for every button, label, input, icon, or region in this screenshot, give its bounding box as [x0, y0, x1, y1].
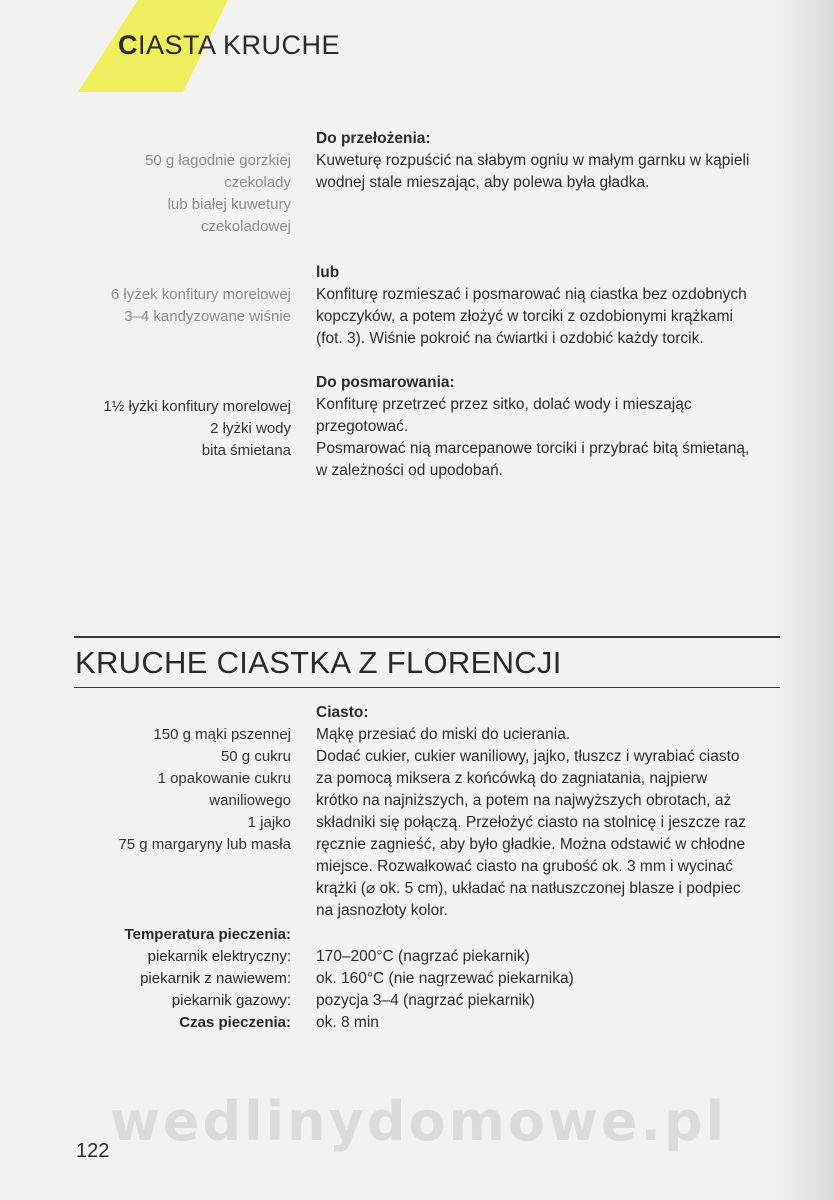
instruction-line: przegotować.: [316, 418, 409, 435]
instruction-line: Mąkę przesiać do miski do ucierania.: [316, 726, 571, 743]
section1-instructions: [316, 128, 786, 194]
ingredient-line: 1½ łyżki konfitury morelowej: [103, 398, 291, 415]
gas-oven-label: piekarnik gazowy:: [171, 992, 291, 1009]
chapter-title-rest: IASTA KRUCHE: [138, 30, 341, 60]
gas-oven-value: pozycja 3–4 (nagrzać piekarnik): [316, 992, 535, 1009]
instruction-line: za pomocą miksera z końcówką do zagniatania, najpierw: [316, 770, 708, 787]
ingredient-line: 50 g łagodnie gorzkiej: [145, 152, 291, 169]
ingredient-line: 3–4 kandyzowane wiśnie: [124, 308, 291, 325]
chapter-title: [118, 30, 340, 61]
bottom-rule: [74, 687, 780, 688]
section2-instructions: [316, 262, 786, 350]
section3-ingredients: [103, 396, 291, 462]
baking-time-value: ok. 8 min: [316, 1014, 379, 1031]
recipe-title: KRUCHE CIASTKA Z FLORENCJI: [75, 645, 562, 680]
fan-oven-value: ok. 160°C (nie nagrzewać piekarnika): [316, 970, 574, 987]
section2-ingredients: [111, 284, 291, 328]
watermark: wedlinydomowe.pl: [110, 1090, 728, 1153]
baking-values: [316, 946, 786, 1034]
section-heading: Do posmarowania:: [316, 374, 455, 391]
section3-instructions: [316, 372, 786, 482]
ingredient-line: 1 opakowanie cukru: [157, 770, 291, 787]
section-heading: lub: [316, 264, 340, 281]
instruction-line: kopczyków, a potem złożyć w torciki z ozdobionymi krążkami: [316, 308, 733, 325]
instruction-line: Posmarować nią marcepanowe torciki i przybrać bitą śmietaną,: [316, 440, 750, 457]
ingredient-line: bita śmietana: [201, 442, 291, 459]
instruction-line: wodnej stale mieszając, aby polewa była gładka.: [316, 174, 650, 191]
instruction-line: krążki (⌀ ok. 5 cm), układać na natłuszczonej blasze i podpiec: [316, 880, 741, 897]
recipe-ingredients: [118, 724, 291, 856]
section1-ingredients: [145, 150, 291, 238]
ingredient-line: 2 łyżki wody: [210, 420, 291, 437]
electric-oven-value: 170–200°C (nagrzać piekarnik): [316, 948, 530, 965]
ingredient-line: 50 g cukru: [220, 748, 291, 765]
ingredient-line: waniliowego: [209, 792, 291, 809]
instruction-line: składniki się połączą. Przełożyć ciasto na stolnicę i jeszcze raz: [316, 814, 746, 831]
ingredient-line: 6 łyżek konfitury morelowej: [110, 286, 291, 303]
ingredient-line: 1 jajko: [247, 814, 291, 831]
instruction-line: ręcznie zagnieść, aby było gładkie. Można odstawić w chłodne: [316, 836, 746, 853]
baking-labels: [125, 924, 291, 1034]
instruction-line: Kuweturę rozpuścić na słabym ogniu w małym garnku w kąpieli: [316, 152, 750, 169]
instruction-line: na jasnozłoty kolor.: [316, 902, 448, 919]
instruction-line: miejsce. Rozwałkować ciasto na grubość ok. 3 mm i wycinać: [316, 858, 733, 875]
instruction-line: Dodać cukier, cukier waniliowy, jajko, tłuszcz i wyrabiać ciasto: [316, 748, 740, 765]
ingredient-line: 75 g margaryny lub masła: [118, 836, 291, 853]
recipe-instructions: [316, 702, 786, 922]
section-heading: Do przełożenia:: [316, 130, 431, 147]
top-rule: [74, 636, 780, 638]
fan-oven-label: piekarnik z nawiewem:: [140, 970, 291, 987]
ingredient-line: czekoladowej: [200, 218, 291, 235]
instruction-line: Konfiturę rozmieszać i posmarować nią ciastka bez ozdobnych: [316, 286, 747, 303]
temperature-heading: Temperatura pieczenia:: [124, 926, 291, 943]
section-heading: Ciasto:: [316, 704, 369, 721]
ingredient-line: lub białej kuwetury: [167, 196, 291, 213]
instruction-line: w zależności od upodobań.: [316, 462, 503, 479]
electric-oven-label: piekarnik elektryczny:: [147, 948, 291, 965]
ingredient-line: 150 g mąki pszennej: [153, 726, 291, 743]
ingredient-line: czekolady: [224, 174, 291, 191]
page-number: 122: [76, 1140, 110, 1162]
instruction-line: (fot. 3). Wiśnie pokroić na ćwiartki i ozdobić każdy torcik.: [316, 330, 704, 347]
instruction-line: Konfiturę przetrzeć przez sitko, dolać wody i mieszając: [316, 396, 692, 413]
chapter-title-initial: C: [118, 30, 138, 60]
baking-time-label: Czas pieczenia:: [179, 1014, 291, 1031]
instruction-line: krótko na najniższych, a potem na najwyższych obrotach, aż: [316, 792, 732, 809]
